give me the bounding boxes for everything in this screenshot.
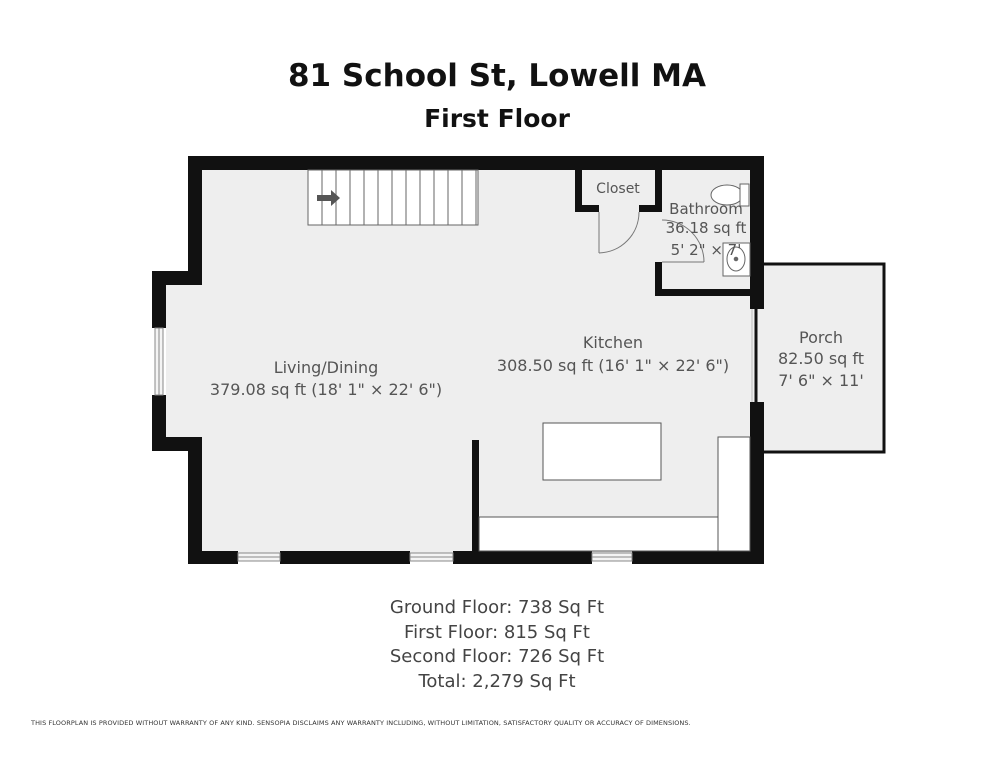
bottom-wall-4 — [632, 551, 764, 564]
living-kitchen-divider — [472, 440, 479, 553]
kitchen-label: Kitchen — [582, 333, 644, 352]
ground-floor-total: Ground Floor: 738 Sq Ft — [389, 597, 605, 618]
bay-left-wall-upper — [152, 271, 166, 328]
second-floor-total: Second Floor: 726 Sq Ft — [389, 646, 605, 667]
porch-dims: 7' 6" × 11' — [778, 371, 864, 390]
counter-right — [718, 437, 750, 551]
living-dining-label: Living/Dining — [273, 358, 379, 377]
porch-label: Porch — [798, 328, 844, 347]
kitchen-area: 308.50 sq ft (16' 1" × 22' 6") — [496, 356, 730, 375]
area-totals — [0, 596, 994, 694]
right-wall-upper — [750, 156, 764, 309]
address-title: 81 School St, Lowell MA — [287, 58, 707, 94]
bottom-wall-1 — [188, 551, 238, 564]
closet-label: Closet — [596, 181, 640, 197]
porch-area: 82.50 sq ft — [777, 349, 865, 368]
closet-wall-bottom-left — [575, 205, 599, 212]
bathroom-label: Bathroom — [669, 200, 743, 218]
top-wall — [188, 156, 764, 170]
bathroom-dims: 5' 2" × 7' — [670, 241, 742, 259]
first-floor-total: First Floor: 815 Sq Ft — [404, 621, 590, 643]
bay-left-wall-lower — [152, 395, 166, 451]
left-wall-upper — [188, 156, 202, 285]
kitchen-island — [543, 423, 661, 480]
floor-title: First Floor — [424, 104, 570, 133]
stairs — [308, 170, 478, 225]
closet-bathroom-wall — [655, 168, 662, 212]
disclaimer: THIS FLOORPLAN IS PROVIDED WITHOUT WARRANTY OF ANY KIND. SENSOPIA DISCLAIMS ANY WARRANTY INCLUDING, WITHOUT LIMITATION, SATISFACTORY QUALITY OR ACCURACY OF DIMENSIONS. — [31, 719, 691, 727]
left-wall-lower — [188, 437, 202, 564]
right-wall-lower — [750, 402, 764, 564]
bottom-wall-2 — [280, 551, 410, 564]
grand-total: Total: 2,279 Sq Ft — [418, 670, 576, 692]
living-dining-area: 379.08 sq ft (18' 1" × 22' 6") — [209, 380, 443, 399]
counter-bottom — [479, 517, 718, 551]
bathroom-area: 36.18 sq ft — [665, 219, 747, 237]
bathroom-wall-bottom — [655, 289, 756, 296]
